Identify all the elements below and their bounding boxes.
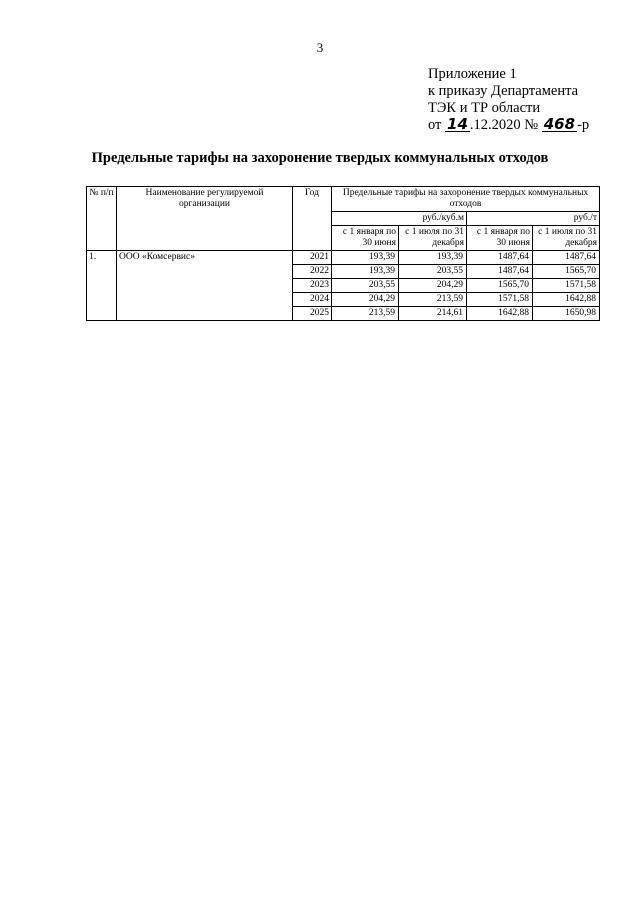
appendix-line-3: ТЭК и ТР области bbox=[428, 100, 541, 116]
handwritten-day: 14 bbox=[447, 115, 468, 133]
year-cell: 2025 bbox=[293, 307, 332, 321]
header-year: Год bbox=[293, 187, 332, 251]
value-cell: 214,61 bbox=[399, 307, 467, 321]
value-cell: 1571,58 bbox=[533, 279, 600, 293]
header-unit-ton: руб./т bbox=[467, 212, 600, 226]
value-cell: 193,39 bbox=[332, 251, 399, 265]
value-cell: 1487,64 bbox=[533, 251, 600, 265]
year-cell: 2024 bbox=[293, 293, 332, 307]
value-cell: 213,59 bbox=[332, 307, 399, 321]
year-cell: 2022 bbox=[293, 265, 332, 279]
header-num: № п/п bbox=[87, 187, 117, 251]
value-cell: 1565,70 bbox=[533, 265, 600, 279]
date-rest: .12.2020 № bbox=[469, 117, 539, 133]
header-period-4: с 1 июля по 31 декабря bbox=[533, 226, 600, 251]
row-number: 1. bbox=[87, 251, 117, 321]
year-cell: 2021 bbox=[293, 251, 332, 265]
date-prefix: от bbox=[428, 117, 442, 133]
value-cell: 1642,88 bbox=[533, 293, 600, 307]
header-period-3: с 1 января по 30 июня bbox=[467, 226, 533, 251]
value-cell: 213,59 bbox=[399, 293, 467, 307]
year-cell: 2023 bbox=[293, 279, 332, 293]
document-title: Предельные тарифы на захоронение твердых коммунальных отходов bbox=[91, 150, 549, 166]
value-cell: 1487,64 bbox=[467, 251, 533, 265]
organization-name: ООО «Комсервис» bbox=[117, 251, 293, 321]
appendix-date-line bbox=[428, 117, 589, 134]
header-unit-cubic: руб./куб.м bbox=[332, 212, 467, 226]
appendix-line-1: Приложение 1 bbox=[428, 66, 517, 82]
page-number: 3 bbox=[316, 40, 324, 55]
value-cell: 204,29 bbox=[399, 279, 467, 293]
value-cell: 193,39 bbox=[399, 251, 467, 265]
appendix-block bbox=[428, 66, 589, 134]
value-cell: 204,29 bbox=[332, 293, 399, 307]
value-cell: 1571,58 bbox=[467, 293, 533, 307]
header-tariffs: Предельные тарифы на захоронение твердых коммунальных отходов bbox=[332, 187, 600, 212]
value-cell: 203,55 bbox=[332, 279, 399, 293]
appendix-line-2: к приказу Департамента bbox=[428, 83, 579, 99]
handwritten-number: 468 bbox=[543, 115, 576, 133]
tariffs-table bbox=[86, 186, 600, 321]
value-cell: 1487,64 bbox=[467, 265, 533, 279]
value-cell: 193,39 bbox=[332, 265, 399, 279]
header-organization: Наименование регулируемой организации bbox=[117, 187, 293, 251]
value-cell: 203,55 bbox=[399, 265, 467, 279]
header-period-1: с 1 января по 30 июня bbox=[332, 226, 399, 251]
order-suffix: -р bbox=[577, 117, 590, 133]
table-row bbox=[87, 251, 600, 265]
value-cell: 1565,70 bbox=[467, 279, 533, 293]
value-cell: 1642,88 bbox=[467, 307, 533, 321]
value-cell: 1650,98 bbox=[533, 307, 600, 321]
header-period-2: с 1 июля по 31 декабря bbox=[399, 226, 467, 251]
